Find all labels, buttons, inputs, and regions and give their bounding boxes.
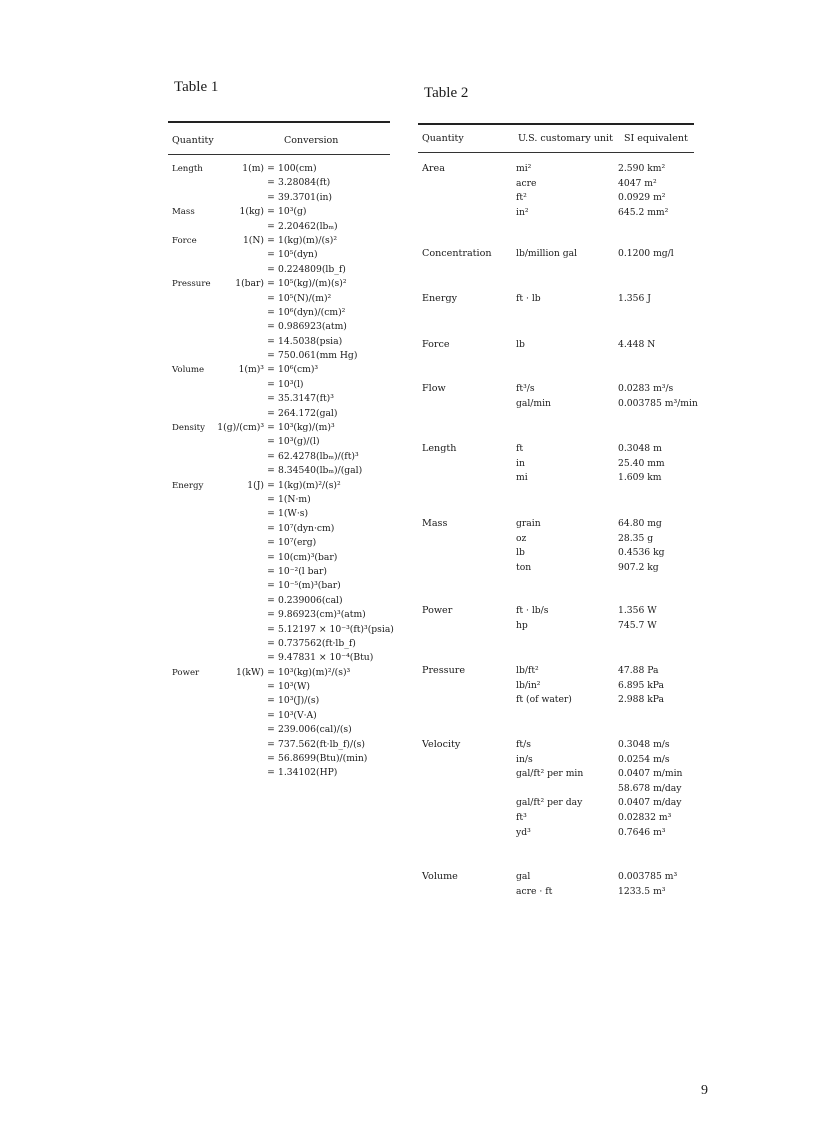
table-1-equals: =: [267, 321, 275, 333]
table-2-unit-column: [516, 870, 552, 899]
table-1-rhs: 3.28084(ft): [278, 177, 331, 189]
table-1-row: [162, 407, 390, 421]
table-2-unit: ft²: [516, 192, 527, 204]
table-1-body: [162, 162, 394, 781]
table-1-equals: =: [267, 393, 275, 405]
table-2-header-rule: [418, 152, 694, 153]
table-2-si-value: 6.895 kPa: [618, 679, 665, 691]
table-1-quantity: Mass: [172, 207, 195, 218]
table-1-row: [162, 277, 390, 291]
table-2-quantity: Length: [422, 443, 457, 454]
table-2-quantity: Energy: [422, 293, 458, 304]
table-2-unit: ft/s: [516, 739, 531, 750]
table-1-row: [162, 306, 390, 320]
table-2-unit: mi: [516, 472, 528, 484]
table-1-equals: =: [267, 191, 275, 203]
table-1-rhs: 10⁷(erg): [278, 537, 317, 549]
table-2-unit-column: [516, 604, 548, 633]
table-2-unit: lb/million gal: [516, 248, 578, 259]
scanned-tables: [162, 72, 714, 910]
table-1-rhs: 10³(kg)(m)²/(s)³: [278, 666, 351, 678]
table-1-rhs: 0.986923(atm): [278, 321, 347, 333]
table-1-equals: =: [267, 465, 275, 477]
table-1-lhs: 1(bar): [235, 278, 264, 290]
table-1-quantity: Energy: [172, 480, 204, 491]
table-1-row: [162, 551, 390, 565]
table-1-rhs: 10⁵(N)/(m)²: [278, 292, 332, 304]
table-2-si-value: 2.590 km²: [618, 163, 666, 174]
table-1-rhs: 10⁻²(l bar): [278, 565, 328, 577]
table-1-equals: =: [267, 292, 275, 304]
table-2-quantity: Mass: [422, 518, 448, 529]
table-1-rhs: 8.34540(lbₘ)/(gal): [278, 465, 363, 477]
table-1-equals: =: [267, 738, 275, 750]
table-1-rhs: 1(kg)(m)/(s)²: [278, 234, 338, 246]
table-1-row: [162, 191, 390, 205]
table-2-top-rule: [418, 123, 694, 125]
table-1-equals: =: [267, 695, 275, 707]
table-1-equals: =: [267, 364, 275, 376]
table-2-unit-column: [516, 162, 536, 220]
table-2-unit: ft: [516, 443, 524, 454]
table-1-row: [162, 651, 390, 665]
table-1-row: [162, 435, 390, 449]
table-2-si-value: 0.0283 m³/s: [618, 383, 674, 394]
table-1-equals: =: [267, 652, 275, 664]
table-1-equals: =: [267, 623, 275, 635]
table-1-lhs: 1(N): [242, 234, 264, 246]
table-1-equals: =: [267, 594, 275, 606]
table-2-si-value: 0.7646 m³: [618, 826, 666, 838]
table-2-unit-column: [516, 738, 583, 840]
table-1-row: [162, 176, 390, 190]
table-1-row: [162, 738, 390, 752]
table-2-si-column: [618, 738, 682, 840]
table-1-row: [162, 363, 390, 377]
table-2-si-value: 0.003785 m³: [618, 871, 678, 882]
table-2-unit-column: [516, 517, 541, 575]
table-2-si-value: 1.356 W: [618, 605, 657, 616]
table-1-rhs: 10³(g): [278, 206, 307, 218]
table-1-equals: =: [267, 234, 275, 246]
table-2-unit: acre · ft: [516, 885, 553, 897]
table-1-rhs: 10³(l): [278, 378, 304, 390]
table-2-si-value: 1.609 km: [618, 472, 662, 484]
table-1-lhs: 1(kg): [239, 206, 264, 218]
table-1-quantity: Pressure: [172, 279, 211, 290]
table-1-rhs: 10⁶(dyn)/(cm)²: [278, 306, 346, 318]
table-2-si-column: [618, 162, 668, 220]
table-1-row: [162, 623, 394, 637]
table-1-equals: =: [267, 436, 275, 448]
table-1-rhs: 10⁷(dyn·cm): [278, 522, 335, 534]
table-1-header-rule: [168, 154, 390, 155]
table-1-rhs: 56.8699(Btu)/(min): [278, 753, 368, 765]
table-1-row: [162, 162, 390, 176]
table-2-si-column: [618, 382, 698, 411]
table-2-si-value: 2.988 kPa: [618, 694, 665, 706]
table-1-quantity: Length: [172, 164, 203, 174]
table-2-unit: grain: [516, 518, 541, 529]
table-2-si-value: 0.1200 mg/l: [618, 248, 674, 259]
table-1-rhs: 9.86923(cm)³(atm): [278, 609, 366, 621]
table-2-unit: ft³: [516, 811, 527, 823]
table-1-lhs: 1(kW): [235, 666, 264, 678]
table-1-quantity: Force: [172, 235, 197, 246]
table-2-si-value: 47.88 Pa: [618, 665, 659, 676]
table-1-equals: =: [267, 709, 275, 721]
table-1-quantity: Density: [172, 423, 205, 434]
table-1-equals: =: [267, 493, 275, 505]
table-1-equals: =: [267, 263, 275, 275]
table-2-unit: lb/in²: [516, 679, 541, 691]
table-2-unit: gal/ft² per day: [516, 797, 583, 809]
table-2-si-column: [618, 870, 677, 899]
table-2-caption: Table 2: [424, 85, 469, 101]
table-2-si-column: [618, 292, 651, 307]
table-2-si-value: 645.2 mm²: [618, 206, 669, 218]
table-1-row: [162, 507, 390, 521]
table-2-unit: acre: [516, 177, 537, 189]
table-2-header-unit: U.S. customary unit: [518, 133, 613, 144]
table-2-quantity: Area: [422, 163, 445, 174]
table-1-row: [162, 205, 390, 219]
table-2-unit: in: [516, 457, 525, 469]
table-1-equals: =: [267, 666, 275, 678]
table-1-caption: Table 1: [174, 79, 219, 95]
table-1-header-conversion: Conversion: [284, 135, 339, 146]
table-2-si-value: 907.2 kg: [618, 561, 659, 573]
table-2-si-value: 0.02832 m³: [618, 811, 672, 823]
table-2-unit: ft · lb/s: [516, 605, 549, 616]
table-2-si-value: 0.0407 m/day: [618, 797, 682, 809]
table-1-equals: =: [267, 479, 275, 491]
table-1-equals: =: [267, 508, 275, 520]
table-1-top-rule: [168, 121, 390, 123]
table-1-lhs: 1(g)/(cm)³: [217, 422, 264, 434]
table-2-unit: mi²: [516, 163, 532, 174]
table-1-equals: =: [267, 609, 275, 621]
table-1-row: [162, 263, 390, 277]
table-2-unit-column: [516, 292, 541, 307]
table-1-row: [162, 421, 390, 435]
table-2-si-value: 0.003785 m³/min: [618, 397, 698, 409]
table-2-quantity: Power: [422, 605, 453, 616]
table-2-unit: ft³/s: [516, 383, 535, 394]
table-1-rhs: 5.12197 × 10⁻³(ft)³(psia): [278, 623, 394, 635]
table-2-si-value: 0.0254 m/s: [618, 753, 670, 765]
table-1-row: [162, 493, 390, 507]
table-1-rhs: 10⁶(cm)³: [278, 364, 319, 376]
table-1-row: [162, 479, 390, 493]
table-1-row: [162, 392, 390, 406]
table-2-quantity: Concentration: [422, 248, 492, 259]
table-1-row: [162, 522, 390, 536]
table-1-rhs: 737.562(ft·lb_f)/(s): [278, 738, 365, 750]
table-1-equals: =: [267, 249, 275, 261]
table-2-si-column: [618, 338, 655, 353]
table-2-si-value: 0.0407 m/min: [618, 768, 683, 780]
table-1-equals: =: [267, 681, 275, 693]
table-2-unit: in/s: [516, 753, 533, 765]
table-2-unit: ft (of water): [516, 694, 572, 706]
table-1-equals: =: [267, 767, 275, 779]
table-1-rhs: 10³(kg)/(m)³: [278, 422, 335, 434]
table-2-unit: in²: [516, 206, 529, 218]
table-1-row: [162, 766, 390, 780]
table-1-rhs: 1(W·s): [278, 508, 309, 520]
table-1-equals: =: [267, 753, 275, 765]
table-1-row: [162, 320, 390, 334]
table-2-quantity: Pressure: [422, 665, 466, 676]
table-2-si-value: 1233.5 m³: [618, 885, 666, 897]
table-1-rhs: 1(N·m): [278, 493, 311, 505]
table-1-equals: =: [267, 450, 275, 462]
table-2-si-value: 25.40 mm: [618, 457, 665, 469]
table-1-rhs: 10⁵(kg)/(m)(s)²: [278, 278, 347, 290]
table-1-equals: =: [267, 335, 275, 347]
table-2-unit-column: [516, 338, 525, 353]
table-1-rhs: 10⁵(dyn): [278, 249, 318, 261]
table-2-header-quantity: Quantity: [422, 133, 464, 144]
table-1-rhs: 39.3701(in): [278, 191, 333, 203]
table-2-unit: gal/min: [516, 397, 551, 409]
table-2-quantity: Volume: [422, 871, 458, 882]
table-1-equals: =: [267, 177, 275, 189]
table-1-row: [162, 709, 390, 723]
table-2-si-value: 28.35 g: [618, 532, 654, 544]
table-1-equals: =: [267, 306, 275, 318]
table-1-row: [162, 292, 390, 306]
table-1-rhs: 750.061(mm Hg): [278, 350, 358, 362]
table-1-row: [162, 220, 390, 234]
table-1-equals: =: [267, 565, 275, 577]
table-1-rhs: 100(cm): [278, 163, 317, 174]
table-2-unit-column: [516, 382, 551, 411]
table-2-unit-column: [516, 664, 572, 708]
table-1-rhs: 10(cm)³(bar): [278, 551, 338, 563]
table-1-rhs: 35.3147(ft)³: [278, 393, 334, 405]
table-1-row: [162, 666, 390, 680]
table-2-si-value: 58.678 m/day: [618, 782, 682, 794]
table-2-unit: gal: [516, 871, 531, 882]
table-1-equals: =: [267, 551, 275, 563]
table-2-si-value: 745.7 W: [618, 619, 657, 631]
table-2-si-column: [618, 604, 657, 633]
table-2-si-value: 64.80 mg: [618, 518, 662, 529]
table-1-rhs: 9.47831 × 10⁻⁴(Btu): [278, 652, 374, 664]
table-2-si-value: 4.448 N: [618, 339, 656, 350]
table-2-unit-column: [516, 247, 577, 262]
table-1-row: [162, 536, 390, 550]
table-1-equals: =: [267, 537, 275, 549]
table-1-row: [162, 248, 390, 262]
table-1-quantity: Power: [172, 667, 200, 678]
table-1-row: [162, 680, 390, 694]
table-1-rhs: 10³(J)/(s): [278, 695, 320, 707]
table-1-rhs: 10³(g)/(l): [278, 436, 320, 448]
table-1-row: [162, 335, 390, 349]
table-2-header-si: SI equivalent: [624, 133, 688, 144]
table-2-quantity: Force: [422, 339, 450, 350]
table-2-unit: ton: [516, 561, 532, 573]
table-1-row: [162, 752, 390, 766]
table-2-unit: lb/ft²: [516, 665, 539, 676]
table-1-equals: =: [267, 522, 275, 534]
table-2-unit: lb: [516, 547, 525, 559]
table-1-row: [162, 378, 390, 392]
table-2-si-value: 0.0929 m²: [618, 192, 666, 204]
table-2-si-value: 1.356 J: [618, 293, 651, 304]
table-1-equals: =: [267, 724, 275, 736]
table-2-si-column: [618, 517, 665, 575]
page-number: 9: [701, 1083, 708, 1098]
table-1-quantity: Volume: [172, 365, 205, 376]
table-1-row: [162, 464, 390, 478]
table-1-row: [162, 450, 390, 464]
table-2-si-column: [618, 442, 665, 486]
table-1-lhs: 1(m): [242, 163, 264, 174]
table-2-unit: yd³: [516, 826, 531, 838]
table-1-row: [162, 579, 390, 593]
table-1-lhs: 1(J): [247, 479, 264, 491]
table-1-rhs: 264.172(gal): [278, 407, 338, 419]
table-2-unit-column: [516, 442, 528, 486]
table-1-equals: =: [267, 278, 275, 290]
table-1-equals: =: [267, 407, 275, 419]
table-2-si-value: 0.3048 m: [618, 443, 662, 454]
table-1-rhs: 0.239006(cal): [278, 594, 343, 606]
table-1-row: [162, 637, 390, 651]
table-2-quantity: Velocity: [422, 739, 461, 750]
table-2-quantity: Flow: [422, 383, 446, 394]
table-1-equals: =: [267, 580, 275, 592]
table-1-lhs: 1(m)³: [238, 364, 264, 376]
table-1-equals: =: [267, 163, 275, 174]
table-2-unit: hp: [516, 619, 528, 631]
table-2-si-value: 0.4536 kg: [618, 547, 665, 559]
table-2-unit: oz: [516, 532, 527, 544]
table-1-row: [162, 349, 390, 363]
table-1-rhs: 239.006(cal)/(s): [278, 724, 352, 736]
table-1-equals: =: [267, 422, 275, 434]
table-1-equals: =: [267, 220, 275, 232]
table-1-row: [162, 565, 390, 579]
table-1-rhs: 10³(W): [278, 681, 310, 693]
table-2-si-value: 4047 m²: [618, 177, 657, 189]
table-1-rhs: 1(kg)(m)²/(s)²: [278, 479, 341, 491]
table-1-header-quantity: Quantity: [172, 135, 214, 146]
table-1-rhs: 2.20462(lbₘ): [278, 220, 338, 232]
table-1-rhs: 0.224809(lb_f): [278, 263, 346, 275]
table-1-equals: =: [267, 637, 275, 649]
table-2-si-column: [618, 664, 664, 708]
table-1-row: [162, 723, 390, 737]
table-1-equals: =: [267, 378, 275, 390]
table-1-rhs: 14.5038(psia): [278, 335, 343, 347]
table-2-unit: lb: [516, 339, 525, 350]
table-2-si-column: [618, 247, 674, 262]
table-2-si-value: 0.3048 m/s: [618, 739, 670, 750]
table-1-rhs: 0.737562(ft·lb_f): [278, 637, 356, 649]
table-1-equals: =: [267, 206, 275, 218]
table-1-rhs: 1.34102(HP): [278, 767, 338, 779]
table-1-rhs: 62.4278(lbₘ)/(ft)³: [278, 450, 359, 462]
table-2-unit: [516, 782, 583, 797]
table-1-row: [162, 694, 390, 708]
table-2-unit: gal/ft² per min: [516, 768, 584, 780]
table-1-rhs: 10⁻⁵(m)³(bar): [278, 580, 341, 592]
table-1-row: [162, 594, 390, 608]
table-1-equals: =: [267, 350, 275, 362]
table-1-row: [162, 608, 390, 622]
table-2-unit: ft · lb: [516, 293, 541, 304]
table-1-rhs: 10³(V·A): [278, 709, 317, 721]
table-1-row: [162, 234, 390, 248]
